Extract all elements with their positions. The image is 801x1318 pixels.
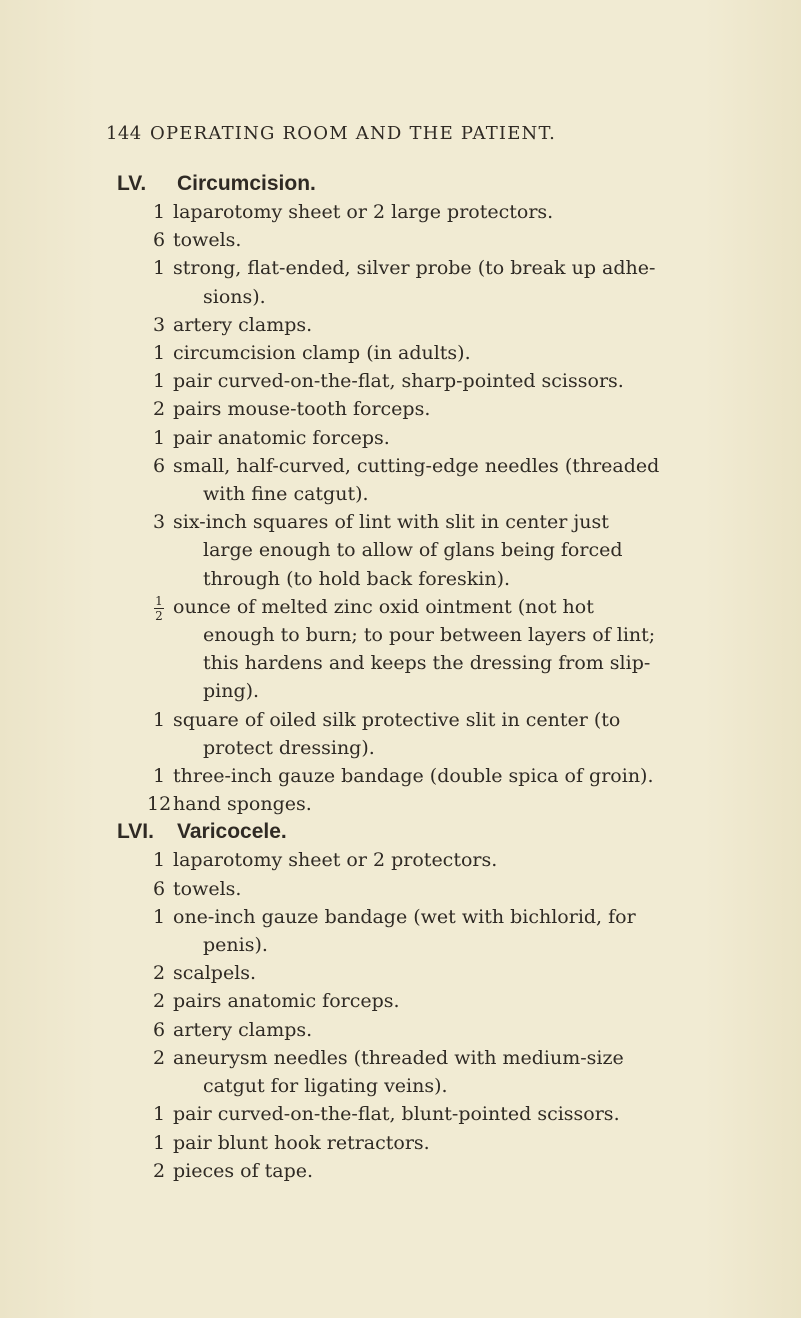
list-item <box>117 959 737 987</box>
list-item <box>117 508 737 593</box>
item-text: pair blunt hook retractors. <box>173 1131 430 1154</box>
fraction-numerator: 1 <box>155 593 163 608</box>
section-heading-varicocele <box>117 818 737 846</box>
item-text-continued: sions). <box>203 285 266 308</box>
running-header <box>106 123 666 151</box>
item-text: strong, flat-ended, silver probe (to break up adhe- <box>173 257 656 280</box>
item-quantity: 1 <box>153 342 166 365</box>
list-item <box>117 1044 737 1100</box>
item-text: pair anatomic forceps. <box>173 426 390 449</box>
item-text: laparotomy sheet or 2 large protectors. <box>173 201 554 223</box>
item-text-continued: enough to burn; to pour between layers of lint; <box>203 624 656 647</box>
item-text: laparotomy sheet or 2 protectors. <box>173 849 498 872</box>
item-text: pair curved-on-the-flat, sharp-pointed scissors. <box>173 370 624 393</box>
list-item <box>117 367 737 395</box>
list-item <box>117 903 737 959</box>
item-text-continued: this hardens and keeps the dressing from slip- <box>203 652 651 675</box>
item-quantity: 1 <box>153 905 166 928</box>
list-item <box>117 1016 737 1044</box>
item-text: aneurysm needles (threaded with medium-size <box>173 1046 624 1069</box>
item-quantity: 1 <box>153 1131 166 1154</box>
list-item <box>117 254 737 310</box>
item-text: towels. <box>173 877 242 900</box>
item-quantity: 1 <box>153 765 166 788</box>
item-text: one-inch gauze bandage (wet with bichlorid, for <box>173 905 636 928</box>
item-text: artery clamps. <box>173 313 313 336</box>
item-quantity: 1 <box>153 201 166 223</box>
list-item <box>117 790 737 818</box>
list-item <box>117 311 737 339</box>
item-text: hand sponges. <box>173 793 312 816</box>
item-text: pair curved-on-the-flat, blunt-pointed scissors. <box>173 1103 620 1126</box>
list-item <box>117 395 737 423</box>
item-text-continued: protect dressing). <box>203 736 375 759</box>
item-quantity: 12 <box>147 793 172 816</box>
item-text-continued: large enough to allow of glans being forced <box>203 539 623 562</box>
item-text: square of oiled silk protective slit in center (to <box>173 708 621 731</box>
item-quantity: 6 <box>153 1018 166 1041</box>
item-quantity: 2 <box>153 962 166 985</box>
item-quantity: 6 <box>153 877 166 900</box>
item-quantity: 6 <box>153 454 166 477</box>
item-text-continued: ping). <box>203 680 260 703</box>
list-item <box>117 339 737 367</box>
item-quantity: 2 <box>153 1159 166 1182</box>
item-quantity: 1 <box>153 426 166 449</box>
item-quantity: 2 <box>153 990 166 1013</box>
item-quantity: 3 <box>153 511 166 534</box>
item-text: ounce of melted zinc oxid ointment (not hot <box>173 595 594 618</box>
list-item <box>117 1129 737 1157</box>
item-quantity: 1 <box>153 1103 166 1126</box>
item-text-continued: with fine catgut). <box>203 483 369 506</box>
item-quantity: 1 <box>153 370 166 393</box>
item-text: pieces of tape. <box>173 1159 314 1182</box>
list-item <box>117 875 737 903</box>
running-title: OPERATING ROOM AND THE PATIENT. <box>150 123 556 144</box>
section-title: Varicocele. <box>177 820 287 844</box>
item-text: pairs anatomic forceps. <box>173 990 400 1013</box>
list-item <box>117 1157 737 1185</box>
item-quantity: 3 <box>153 313 166 336</box>
item-quantity-fraction <box>153 593 165 622</box>
item-text: artery clamps. <box>173 1018 313 1041</box>
list-item <box>117 762 737 790</box>
section-title: Circumcision. <box>177 172 316 195</box>
item-quantity: 2 <box>153 398 166 421</box>
section-number: LVI. <box>117 820 154 844</box>
item-quantity: 1 <box>153 849 166 872</box>
list-item <box>117 1100 737 1128</box>
list-item <box>117 706 737 762</box>
section-number: LV. <box>117 172 147 195</box>
item-text-continued: catgut for ligating veins). <box>203 1075 448 1098</box>
list-item <box>117 424 737 452</box>
list-item <box>117 452 737 508</box>
instrument-lists <box>117 170 737 1185</box>
item-text: pairs mouse-tooth forceps. <box>173 398 431 421</box>
item-text: three-inch gauze bandage (double spica of groin). <box>173 765 654 788</box>
list-item <box>117 593 737 706</box>
list-item <box>117 198 737 226</box>
section-heading-circumcision <box>117 170 737 198</box>
fraction-denominator: 2 <box>155 608 163 623</box>
item-text: towels. <box>173 229 242 252</box>
item-text: circumcision clamp (in adults). <box>173 342 471 365</box>
list-item <box>117 226 737 254</box>
item-quantity: 6 <box>153 229 166 252</box>
item-quantity: 1 <box>153 257 166 280</box>
item-text: scalpels. <box>173 962 257 985</box>
list-item <box>117 846 737 874</box>
item-quantity: 2 <box>153 1046 166 1069</box>
item-text: six-inch squares of lint with slit in center just <box>173 511 609 534</box>
list-item <box>117 987 737 1015</box>
page-number: 144 <box>106 123 142 144</box>
item-text: small, half-curved, cutting-edge needles (threaded <box>173 454 660 477</box>
item-text-continued: penis). <box>203 934 268 957</box>
item-quantity: 1 <box>153 708 166 731</box>
item-text-continued: through (to hold back foreskin). <box>203 567 511 590</box>
